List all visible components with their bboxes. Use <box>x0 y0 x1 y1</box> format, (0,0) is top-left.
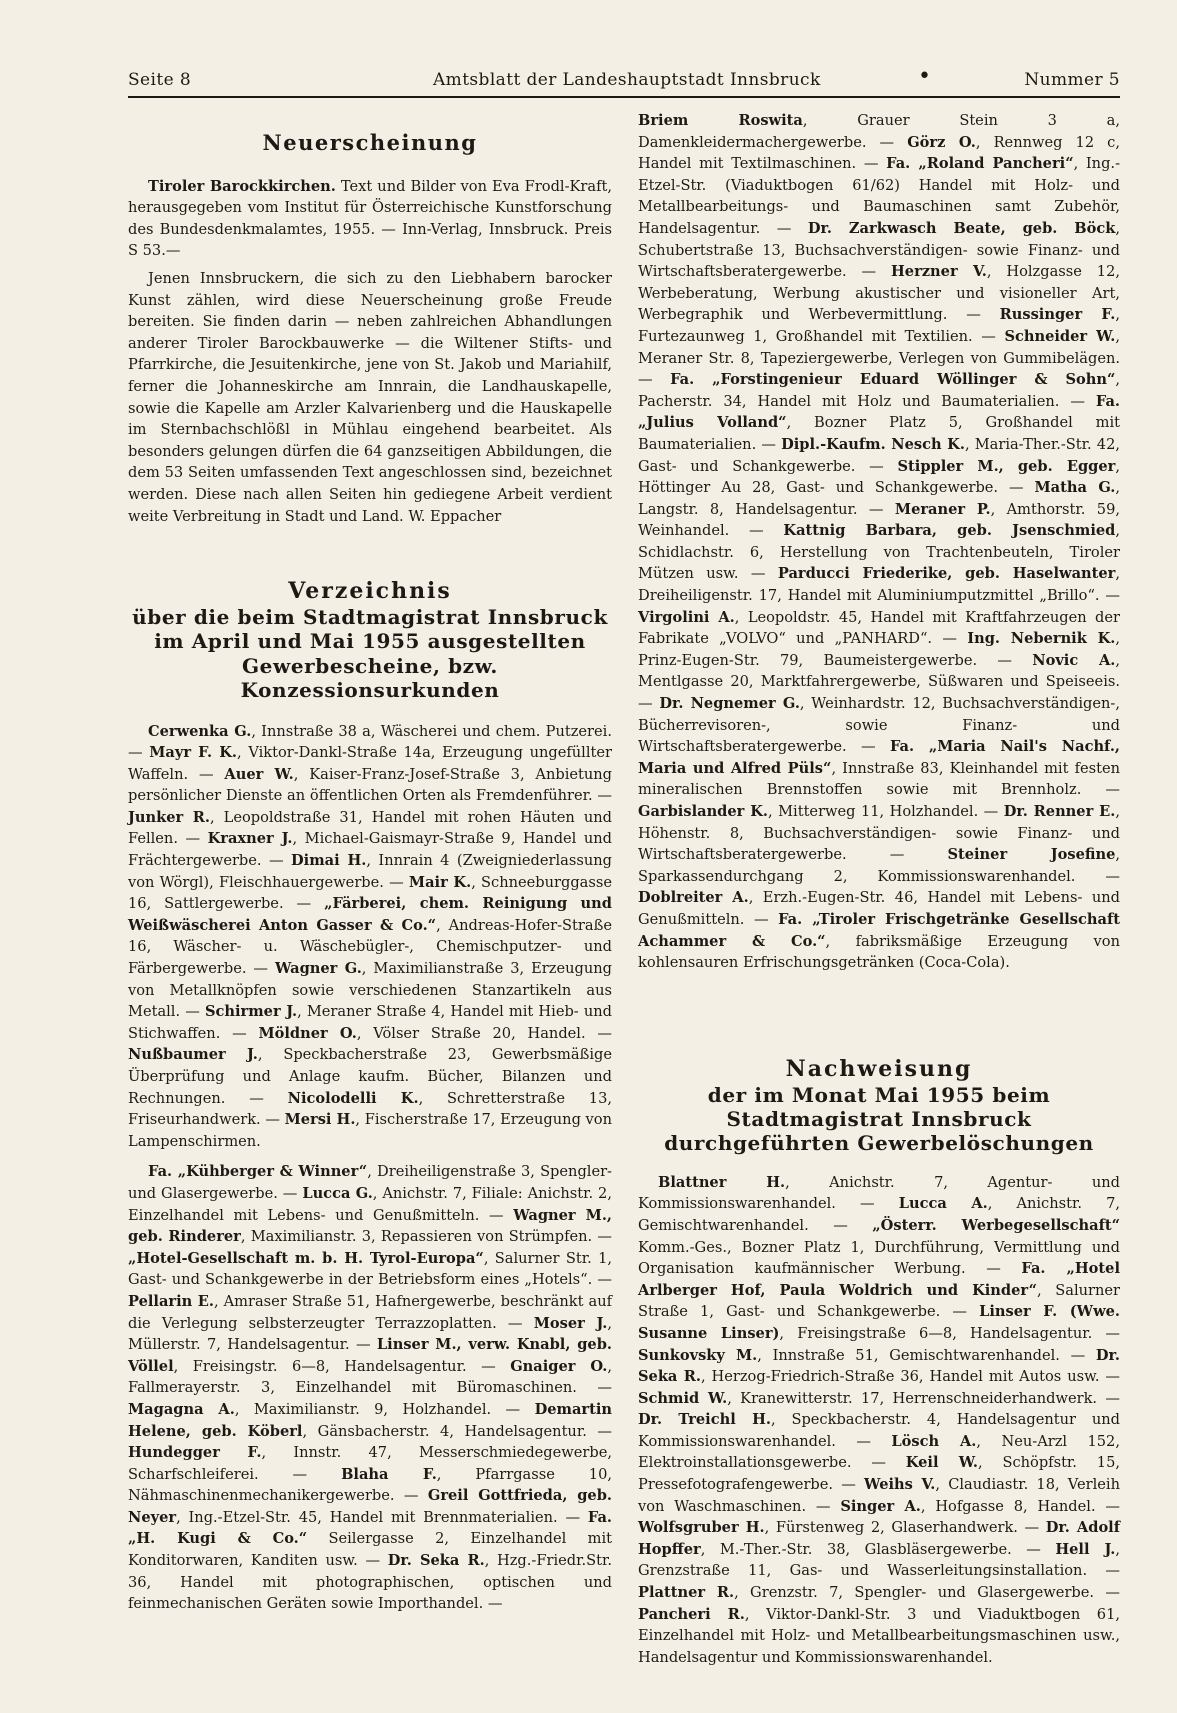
entry-name: Blaha F. <box>341 1465 437 1483</box>
entry-details: , Schöpfstr. 15, Pressefotografengewerbe. — <box>638 1454 1120 1494</box>
entry-name: Nußbaumer J. <box>128 1046 258 1064</box>
entry-name: Novic A. <box>1032 651 1116 669</box>
entry-name: Kattnig Barbara, geb. Jsenschmied <box>783 522 1116 540</box>
entry-name: Dimai H. <box>291 852 367 870</box>
entry-details: , Bozner Platz 5, Großhandel mit Baumaterialien. — <box>638 414 1120 453</box>
entry-details: , Amraser Straße 51, Hafnergewerbe, beschränkt auf die Verlegung selbsterzeugter Terrazzoplatten. — <box>128 1292 612 1332</box>
entry-details: , Anichstr. 7, Gemischtwarenhandel. — <box>638 1195 1120 1234</box>
entry-details: , Innstraße 51, Gemischtwarenhandel. — <box>757 1346 1096 1364</box>
entry-name: Fa. „H. Kugi & Co.“ <box>128 1508 612 1548</box>
entry-name: Linser F. (Wwe. Susanne Linser) <box>638 1303 1120 1342</box>
entry-details: , Anichstr. 7, Filiale: Anichstr. 2, Einzelhandel mit Lebens- und Genußmitteln. — <box>128 1184 612 1224</box>
book-entry <box>128 176 612 262</box>
entry-details: , Maximilianstr. 9, Holzhandel. — <box>234 1400 535 1418</box>
entry-name: Plattner R. <box>638 1584 735 1602</box>
entry-details: , Michael-Gaismayr-Straße 9, Handel und Frächtergewerbe. — <box>128 830 612 870</box>
entry-details: , Schneeburggasse 16, Sattlergewerbe. — <box>128 873 612 913</box>
entry-name: Fa. „Maria Nail's Nachf., Maria und Alfred Püls“ <box>638 738 1120 777</box>
entry-name: Cerwenka G. <box>148 722 252 740</box>
entry-details: , Gänsbacherstr. 4, Handelsagentur. — <box>302 1422 612 1440</box>
entry-name: Ing. Nebernik K. <box>967 630 1116 648</box>
entry-name: Wagner M., geb. Rinderer <box>128 1206 612 1246</box>
review-signature: W. Eppacher <box>408 507 502 525</box>
entry-name: Stippler M., geb. Egger <box>897 457 1116 475</box>
publication-title: Amtsblatt der Landeshauptstadt Innsbruck <box>433 70 821 90</box>
entry-details: , Rennweg 12 c, Handel mit Textilmaschinen. — <box>638 133 1120 173</box>
entry-details: , Viktor-Dankl-Straße 14a, Erzeugung ungefüllter Waffeln. — <box>128 744 612 783</box>
entry-name: Möldner O. <box>258 1024 357 1042</box>
entry-details: , Schretterstraße 13, Friseurhandwerk. — <box>128 1089 612 1129</box>
entry-name: Fa. „Roland Pancheri“ <box>886 155 1074 173</box>
entry-details: , Hofgasse 8, Handel. — <box>920 1497 1120 1515</box>
entry-details: , Fürstenweg 2, Glaserhandwerk. — <box>764 1519 1046 1537</box>
entry-details: , Fischerstraße 17, Erzeugung von Lampenschirmen. <box>128 1111 612 1150</box>
entry-name: Parducci Friederike, geb. Haselwanter <box>777 565 1116 583</box>
book-review: Jenen Innsbruckern, die sich zu den Liebhabern barocker Kunst zählen, wird diese Neuerscheinung große Freude bereiten. Sie finden darin — neben zahlreichen Abhandlungen anderer Tiroler Barockbauwerke — die Wiltener Stifts- und Pfarrkirche, die Jesuitenkirche, jene von St. Jakob und Mariahilf, ferner die Johanneskirche am Innrain, die Landhauskapelle, sowie die Kapelle am Arzler Kalvarienberg und die Hauskapelle im Sternbachschlößl in Mühlau eingehend bearbeitet. Als besonders gelungen dürfen die 64 ganzseitigen Abbildungen, die dem 53 Seiten umfassenden Text angeschlossen sind, bezeichnet werden. Diese nach allen Seiten hin gediegene Arbeit verdient weite Verbreitung in Stadt und Land. W. Eppacher <box>128 269 612 525</box>
verzeichnis-paragraph-1 <box>128 721 612 1153</box>
entry-name: Sunkovsky M. <box>638 1346 758 1364</box>
entry-details: , Dreiheiligenstr. 17, Handel mit Aluminiumputzmittel „Brillo“. — <box>638 565 1120 605</box>
entry-name: Dr. Adolf Hopffer <box>638 1519 1120 1558</box>
neuerscheinung-heading: Neuerscheinung <box>262 130 478 155</box>
entry-name: Moser J. <box>533 1314 608 1332</box>
entry-name: Fa. „Hotel Arlberger Hof, Paula Woldrich und Kinder“ <box>638 1260 1120 1299</box>
entry-name: Pellarin E. <box>128 1292 214 1310</box>
entry-details: , Salurner Str. 1, Gast- und Schankgewerbe in der Betriebsform eines „Hotels“. — <box>128 1249 612 1289</box>
entry-details: , Erzh.-Eugen-Str. 46, Handel mit Lebens- und Genußmitteln. — <box>638 889 1120 928</box>
entry-name: Mayr F. K. <box>149 744 238 762</box>
entry-details: , Ing.-Etzel-Str. 45, Handel mit Brennmaterialien. — <box>176 1508 588 1526</box>
entry-name: Mair K. <box>408 873 472 891</box>
entry-name: „Färberei, chem. Reinigung und Weißwäscherei Anton Gasser & Co.“ <box>128 895 612 934</box>
entry-name: Lucca G. <box>302 1184 373 1202</box>
entry-details: , Freisingstraße 6—8, Handelsagentur. — <box>779 1324 1121 1342</box>
entry-name: Virgolini A. <box>638 608 735 626</box>
entry-name: Blattner H. <box>658 1173 786 1191</box>
entry-details: , Meraner Str. 8, Tapeziergewerbe, Verlegen von Gummibelägen. — <box>638 327 1120 389</box>
entry-name: „Hotel-Gesellschaft m. b. H. Tyrol-Europa“ <box>128 1249 484 1267</box>
entry-details: , M.-Ther.-Str. 38, Glasbläsergewerbe. — <box>700 1540 1056 1558</box>
entry-name: Fa. „Forstingenieur Eduard Wöllinger & Sohn“ <box>670 371 1116 389</box>
entry-details: , Höttinger Au 28, Gast- und Schankgewerbe. — <box>638 457 1120 497</box>
entry-details: , Müllerstr. 7, Handelsagentur. — <box>128 1314 612 1354</box>
entry-details: , Anichstr. 7, Agentur- und Kommissionswarenhandel. — <box>638 1173 1120 1213</box>
entry-details: , Ing.-Etzel-Str. (Viaduktbogen 61/62) Handel mit Holz- und Metallbearbeitungs- und Baumaschinen samt Zubehör, Handelsagentur. — <box>638 155 1120 237</box>
entry-details: , Völser Straße 20, Handel. — <box>356 1024 612 1042</box>
entry-details: , Mentlgasse 20, Marktfahrergewerbe, Süßwaren und Speiseeis. — <box>638 651 1120 713</box>
entry-name: Schirmer J. <box>204 1003 298 1021</box>
entry-details: , Herzog-Friedrich-Straße 36, Handel mit Autos usw. — <box>700 1368 1120 1386</box>
entry-name: Schmid W. <box>638 1389 728 1407</box>
entry-details: Seilergasse 2, Einzelhandel mit Konditorwaren, Kanditen usw. — <box>128 1530 612 1570</box>
entry-details: , Pacherstr. 34, Handel mit Holz und Baumaterialien. — <box>638 371 1120 410</box>
entry-name: Magagna A. <box>128 1400 235 1418</box>
entry-details: Komm.-Ges., Bozner Platz 1, Durchführung, Vermittlung und Organisation kaufmännischer Werbung. — <box>638 1238 1120 1278</box>
entry-details: , Holzgasse 12, Werbeberatung, Werbung akustischer und visioneller Art, Werbegraphik und Werbevermittlung. — <box>638 263 1120 324</box>
entry-details: , Fallmerayerstr. 3, Einzelhandel mit Büromaschinen. — <box>128 1357 612 1397</box>
entry-details: , Weinhardstr. 12, Buchsachverständigen-, Bücherrevisoren-, sowie Finanz- und Wirtschaftsberatergewerbe. — <box>638 695 1120 756</box>
entry-name: Nicolodelli K. <box>287 1089 419 1107</box>
entry-name: Dr. Treichl H. <box>638 1411 771 1429</box>
entry-name: Steiner Josefine <box>947 846 1116 864</box>
entry-details: , Viktor-Dankl-Str. 3 und Viaduktbogen 61, Einzelhandel mit Holz- und Metallbearbeitungsmaschinen usw., Handelsagentur und Kommissionswarenhandel. <box>638 1605 1120 1666</box>
entry-details: , Grenzstraße 11, Gas- und Wasserleitungsinstallation. — <box>638 1540 1120 1580</box>
entry-details: , Leopoldstr. 45, Handel mit Kraftfahrzeugen der Fabrikate „VOLVO“ und „PANHARD“. — <box>638 608 1120 648</box>
nachweisung-paragraph <box>638 1172 1120 1669</box>
entry-details: , Kranewitterstr. 17, Herrenschneiderhandwerk. — <box>727 1389 1120 1407</box>
entry-details: , Salurner Straße 1, Gast- und Schankgewerbe. — <box>638 1281 1121 1321</box>
entry-name: Gnaiger O. <box>510 1357 608 1375</box>
right-column <box>638 110 1120 1668</box>
entry-details: , Meraner Straße 4, Handel mit Hieb- und Stichwaffen. — <box>128 1003 612 1042</box>
entry-name: Görz O. <box>907 133 976 151</box>
entry-name: Dr. Seka R. <box>387 1552 485 1570</box>
entry-details: , Hzg.-Friedr.Str. 36, Handel mit photographischen, optischen und feinmechanischen Geräten sowie Importhandel. — <box>128 1552 612 1613</box>
page-header <box>128 66 1120 98</box>
entry-name: Herzner V. <box>891 263 987 281</box>
left-column <box>128 110 612 1615</box>
entry-details: , Claudiastr. 18, Verleih von Waschmaschinen. — <box>638 1476 1120 1515</box>
entry-name: Wolfsgruber H. <box>638 1519 765 1537</box>
entry-details: , Innstr. 47, Messerschmiedegewerbe, Scharfschleiferei. — <box>128 1444 612 1483</box>
entry-details: , Prinz-Eugen-Str. 79, Baumeistergewerbe. — <box>638 630 1121 669</box>
entry-details: , Sparkassendurchgang 2, Kommissionswarenhandel. — <box>638 846 1120 885</box>
page-number: Seite 8 <box>128 70 192 90</box>
entry-details: , Pfarrgasse 10, Nähmaschinenmechanikergewerbe. — <box>128 1465 612 1505</box>
entry-details: , Maria-Ther.-Str. 42, Gast- und Schankgewerbe. — <box>638 435 1121 475</box>
entry-details: , Neu-Arzl 152, Elektroinstallationsgewerbe. — <box>638 1432 1120 1472</box>
entry-name: Keil W. <box>905 1454 978 1472</box>
entry-details: , Andreas-Hofer-Straße 16, Wäscher- u. Wäschebügler-, Chemischputzer- und Färbergewerbe. — <box>128 916 612 978</box>
entry-name: Kraxner J. <box>207 830 293 848</box>
entry-name: „Österr. Werbegesellschaft“ <box>872 1216 1120 1234</box>
entry-details: , Schidlachstr. 6, Herstellung von Trachtenbeuteln, Tiroler Mützen usw. — <box>638 522 1120 583</box>
verzeichnis-paragraph-2-continued <box>638 110 1120 974</box>
entry-details: , Dreiheiligenstraße 3, Spengler- und Glasergewerbe. — <box>128 1163 612 1202</box>
entry-name: Pancheri R. <box>638 1605 745 1623</box>
entry-name: Mersi H. <box>284 1111 356 1129</box>
entry-name: Lösch A. <box>891 1432 977 1450</box>
entry-details: , Speckbacherstraße 23, Gewerbsmäßige Überprüfung und Anlage kaufm. Bücher, Bilanzen und Rechnungen. — <box>128 1046 612 1107</box>
entry-details: , Freisingstr. 6—8, Handelsagentur. — <box>173 1357 511 1375</box>
header-dot: • <box>918 64 932 89</box>
entry-details: , Maximilianstraße 3, Erzeugung von Metallknöpfen sowie verschiedenen Stanzartikeln aus Metall. — <box>128 960 612 1021</box>
entry-details: , Speckbacherstr. 4, Handelsagentur und Kommissionswarenhandel. — <box>638 1411 1120 1450</box>
entry-name: Wagner G. <box>275 960 362 978</box>
entry-details: , Innstraße 38 a, Wäscherei und chem. Putzerei. — <box>128 722 612 762</box>
entry-name: Hundegger F. <box>128 1444 262 1462</box>
entry-details: , Innstraße 83, Kleinhandel mit festen mineralischen Brennstoffen sowie mit Brennholz. — <box>638 759 1120 799</box>
entry-details: , Höhenstr. 8, Buchsachverständigen- sowie Finanz- und Wirtschaftsberatergewerbe. — <box>638 803 1120 864</box>
entry-details: , fabriksmäßige Erzeugung von kohlensauren Erfrischungsgetränken (Coca-Cola). <box>638 932 1120 972</box>
entry-name: Linser M., verw. Knabl, geb. Völlel <box>128 1336 612 1375</box>
entry-details: , Innrain 4 (Zweigniederlassung von Wörgl), Fleischhauergewerbe. — <box>128 852 612 891</box>
entry-name: Schneider W. <box>1004 327 1116 345</box>
entry-name: Hell J. <box>1055 1540 1116 1558</box>
entry-name: Dr. Renner E. <box>1003 803 1116 820</box>
entry-details: , Schubertstraße 13, Buchsachverständigen- sowie Finanz- und Wirtschaftsberatergewerbe. — <box>638 219 1120 281</box>
entry-name: Greil Gottfrieda, geb. Neyer <box>128 1487 612 1526</box>
entry-details: , Kaiser-Franz-Josef-Straße 3, Anbietung persönlicher Dienste an öffentlichen Orten als Fremdenführer. — <box>128 765 613 805</box>
entry-name: Fa. „Tiroler Frischgetränke Gesellschaft Achammer & Co.“ <box>638 910 1120 950</box>
entry-details: , Maximilianstr. 3, Repassieren von Strümpfen. — <box>240 1228 612 1246</box>
entry-name: Matha G. <box>1034 479 1116 497</box>
verzeichnis-heading: Verzeichnis über die beim Stadtmagistrat Innsbruck im April und Mai 1955 ausgestellten Gewerbescheine, bzw. Konzessionsurkunden <box>132 578 608 703</box>
entry-details: , Grenzstr. 7, Spengler- und Glasergewerbe. — <box>734 1584 1120 1602</box>
entry-details: , Furtezaunweg 1, Großhandel mit Textilien. — <box>638 306 1121 345</box>
entry-details: , Grauer Stein 3 a, Damenkleidermachergewerbe. — <box>638 112 1120 151</box>
entry-details: , Mitterweg 11, Holzhandel. — <box>768 803 1004 820</box>
entry-details: , Leopoldstraße 31, Handel mit rohen Häuten und Fellen. — <box>128 808 612 848</box>
book-title: Tiroler Barockkirchen. <box>148 177 336 195</box>
entry-name: Doblreiter A. <box>638 889 749 907</box>
entry-name: Briem Roswita <box>638 112 803 129</box>
entry-details: , Amthorstr. 59, Weinhandel. — <box>638 500 1120 540</box>
entry-name: Lucca A. <box>898 1195 988 1213</box>
entry-name: Garbislander K. <box>638 803 769 820</box>
entry-name: Fa. „Kühberger & Winner“ <box>148 1163 368 1181</box>
entry-name: Russinger F. <box>999 306 1116 324</box>
entry-name: Meraner P. <box>894 500 991 518</box>
entry-details: , Langstr. 8, Handelsagentur. — <box>638 479 1120 518</box>
entry-name: Singer A. <box>840 1497 921 1515</box>
entry-name: Dr. Zarkwasch Beate, geb. Böck <box>807 219 1116 237</box>
entry-name: Fa. „Julius Volland“ <box>638 392 1120 432</box>
entry-name: Dr. Negnemer G. <box>659 695 800 713</box>
nachweisung-heading: Nachweisung der im Monat Mai 1955 beim Stadtmagistrat Innsbruck durchgeführten Gewerbelöschungen <box>664 1055 1094 1156</box>
entry-name: Dr. Seka R. <box>638 1346 1120 1386</box>
entry-name: Junker R. <box>128 808 210 826</box>
book-info: Text und Bilder von Eva Frodl-Kraft, herausgegeben vom Institut für Österreichische Kunstforschung des Bundesdenkmalamtes, 1955. — Inn-Verlag, Innsbruck. Preis S 53.— <box>128 177 613 260</box>
entry-name: Dipl.-Kaufm. Nesch K. <box>781 435 965 453</box>
entry-name: Auer W. <box>224 765 294 783</box>
entry-name: Weihs V. <box>864 1476 936 1494</box>
verzeichnis-paragraph-2 <box>128 1161 612 1614</box>
issue-number: Nummer 5 <box>1024 70 1120 90</box>
entry-name: Demartin Helene, geb. Köberl <box>128 1400 612 1440</box>
